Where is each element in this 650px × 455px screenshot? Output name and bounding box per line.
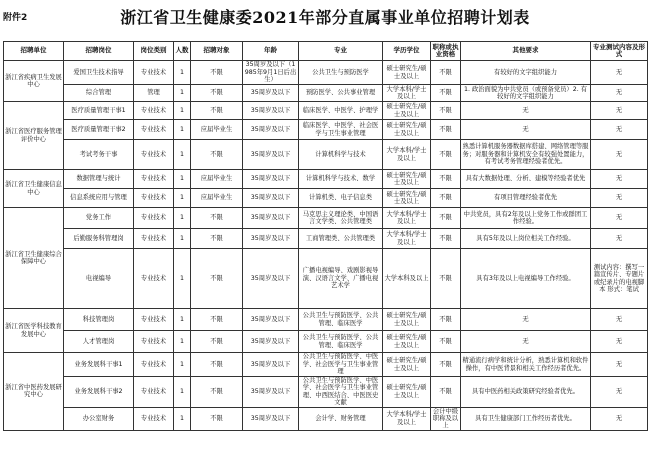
post-cell: 业务发展科干事2 [64,377,134,408]
header-cell: 专业测试内容及形式 [591,42,648,61]
major-cell: 工商管理类、公共管理类 [299,229,383,249]
header-cell: 学历学位 [383,42,431,61]
post-cell: 信息系统应用与管理 [64,189,134,208]
count-cell: 1 [174,61,191,85]
post-cell: 医疗质量管理干事2 [64,120,134,140]
title-cell: 不限 [431,140,461,170]
title-cell: 不限 [431,353,461,377]
target-cell: 不限 [191,229,243,249]
target-cell: 不限 [191,85,243,102]
header-cell: 其他要求 [461,42,591,61]
requirement-cell: 有项目管理经验者优先 [461,189,591,208]
attachment-label: 附件2 [3,13,28,23]
post-cell: 后勤服务科管理岗 [64,229,134,249]
category-cell: 专业技术 [134,102,174,120]
age-cell: 35周岁及以下 [243,309,299,331]
requirement-cell: 具有大数据处理、分析、建模等经验者优先 [461,170,591,189]
count-cell: 1 [174,249,191,309]
title-cell: 不限 [431,61,461,85]
header-cell: 招聘对象 [191,42,243,61]
table-row [4,189,648,208]
test-cell: 无 [591,377,648,408]
education-cell: 大学本科/学士及以上 [383,229,431,249]
education-cell: 硕士研究生/硕士及以上 [383,102,431,120]
category-cell: 专业技术 [134,407,174,430]
major-cell: 公共卫生与预防医学、公共管理、临床医学 [299,309,383,331]
test-cell: 测试内容：撰写一篇宣传片、专题片或纪录片的电视脚本 形式：笔试 [591,249,648,309]
age-cell: 35周岁及以下 [243,377,299,408]
target-cell: 不限 [191,208,243,229]
category-cell: 专业技术 [134,331,174,353]
test-cell: 无 [591,189,648,208]
requirement-cell: 1. 政治面貌为中共党员（或预备党员）2. 有较好的文字组织能力 [461,85,591,102]
target-cell: 不限 [191,61,243,85]
table-row [4,85,648,102]
major-cell: 计算机科学与技术、数学 [299,170,383,189]
count-cell: 1 [174,189,191,208]
requirement-cell: 无 [461,102,591,120]
target-cell: 不限 [191,249,243,309]
post-cell: 爱国卫生技术指导 [64,61,134,85]
age-cell: 35周岁及以下 [243,102,299,120]
target-cell: 应届毕业生 [191,189,243,208]
header-cell: 岗位类别 [134,42,174,61]
age-cell: 35周岁及以下 [243,208,299,229]
requirement-cell: 中共党员，具有2年及以上党务工作或群团工作经验。 [461,208,591,229]
category-cell: 专业技术 [134,229,174,249]
major-cell: 公共卫生与预防医学、中医学、社会医学与卫生事业管理、中西医结合、中医医史文献 [299,377,383,408]
target-cell: 不限 [191,331,243,353]
age-cell: 35周岁及以下 [243,120,299,140]
category-cell: 专业技术 [134,309,174,331]
category-cell: 专业技术 [134,353,174,377]
test-cell: 无 [591,331,648,353]
title-cell: 不限 [431,85,461,102]
count-cell: 1 [174,140,191,170]
unit-cell: 浙江省卫生健康信息中心 [4,170,64,208]
post-cell: 数据管理与统计 [64,170,134,189]
education-cell: 大学本科/学士及以上 [383,208,431,229]
education-cell: 硕士研究生/硕士及以上 [383,189,431,208]
education-cell: 硕士研究生/硕士及以上 [383,353,431,377]
header-cell: 招聘岗位 [64,42,134,61]
table-row [4,331,648,353]
recruitment-table [3,41,648,431]
header-row [4,42,648,61]
target-cell: 应届毕业生 [191,120,243,140]
age-cell: 35周岁及以下 [243,170,299,189]
post-cell: 科技管理岗 [64,309,134,331]
count-cell: 1 [174,331,191,353]
major-cell: 临床医学、中医学、社会医学与卫生事业管理 [299,120,383,140]
test-cell: 无 [591,120,648,140]
major-cell: 公共卫生与预防医学、中医学、社会医学与卫生事业管理 [299,353,383,377]
title-cell: 不限 [431,309,461,331]
major-cell: 预防医学、公共事业管理 [299,85,383,102]
table-row [4,249,648,309]
category-cell: 管理 [134,85,174,102]
education-cell: 硕士研究生/硕士及以上 [383,170,431,189]
header-cell: 招聘单位 [4,42,64,61]
major-cell: 广播电视编导、戏剧影视导演、汉语言文学、广播电视艺术学 [299,249,383,309]
title-cell: 不限 [431,331,461,353]
requirement-cell: 无 [461,120,591,140]
education-cell: 大学本科/学士及以上 [383,407,431,430]
post-cell: 人才管理岗 [64,331,134,353]
title-cell: 不限 [431,208,461,229]
requirement-cell: 具有5年及以上岗位相关工作经验。 [461,229,591,249]
age-cell: 35周岁及以下 [243,407,299,430]
test-cell: 无 [591,309,648,331]
header-cell: 人数 [174,42,191,61]
count-cell: 1 [174,170,191,189]
unit-cell: 浙江省疾病卫生发展中心 [4,61,64,102]
header-cell: 专业 [299,42,383,61]
category-cell: 专业技术 [134,170,174,189]
major-cell: 会计学、财务管理 [299,407,383,430]
header-cell: 年龄 [243,42,299,61]
age-cell: 35周岁及以下 [243,85,299,102]
requirement-cell: 有较好的文字组织能力 [461,61,591,85]
title-cell: 不限 [431,102,461,120]
test-cell: 无 [591,102,648,120]
table-row [4,170,648,189]
education-cell: 硕士研究生/硕士及以上 [383,120,431,140]
requirement-cell: 熟悉计算机服务器数据库搭建、网络管理等服务；对服务器和计算机安全有较强处置能力，有考试考务管理经验者优先。 [461,140,591,170]
target-cell: 不限 [191,102,243,120]
category-cell: 专业技术 [134,189,174,208]
count-cell: 1 [174,120,191,140]
education-cell: 硕士研究生/硕士及以上 [383,377,431,408]
title-cell: 不限 [431,229,461,249]
category-cell: 专业技术 [134,120,174,140]
major-cell: 马克思主义理论类、中国语言文学类、公共管理类 [299,208,383,229]
post-cell: 考试考务干事 [64,140,134,170]
target-cell: 不限 [191,407,243,430]
category-cell: 专业技术 [134,61,174,85]
count-cell: 1 [174,229,191,249]
age-cell: 35周岁及以下 [243,353,299,377]
education-cell: 大学本科及以上 [383,249,431,309]
test-cell: 无 [591,85,648,102]
post-cell: 电视编导 [64,249,134,309]
post-cell: 综合管理 [64,85,134,102]
table-row [4,229,648,249]
table-row [4,102,648,120]
age-cell: 35周岁及以下（1985年9月1日后出生） [243,61,299,85]
table-row [4,377,648,408]
title-cell: 会计中级职称及以上 [431,407,461,430]
major-cell: 公共卫生与预防医学、公共管理、临床医学 [299,331,383,353]
category-cell: 专业技术 [134,249,174,309]
unit-cell: 浙江省医疗服务管理评价中心 [4,102,64,170]
requirement-cell: 无 [461,331,591,353]
table-row [4,407,648,430]
major-cell: 计算机类、电子信息类 [299,189,383,208]
major-cell: 计算机科学与技术 [299,140,383,170]
count-cell: 1 [174,377,191,408]
table-row [4,353,648,377]
test-cell: 无 [591,208,648,229]
table-row [4,120,648,140]
unit-cell: 浙江省卫生健康综合保障中心 [4,208,64,309]
unit-cell: 浙江省医学科技教育发展中心 [4,309,64,353]
age-cell: 35周岁及以下 [243,140,299,170]
requirement-cell: 具有卫生健康部门工作经历者优先。 [461,407,591,430]
category-cell: 专业技术 [134,208,174,229]
page-title: 浙江省卫生健康委2021年部分直属事业单位招聘计划表 [120,8,530,27]
age-cell: 35周岁及以下 [243,189,299,208]
major-cell: 临床医学、中医学、护理学 [299,102,383,120]
target-cell: 应届毕业生 [191,170,243,189]
count-cell: 1 [174,353,191,377]
test-cell: 无 [591,229,648,249]
post-cell: 医疗质量管理干事1 [64,102,134,120]
table-row [4,61,648,85]
education-cell: 硕士研究生/硕士及以上 [383,309,431,331]
title-cell: 不限 [431,249,461,309]
requirement-cell: 无 [461,309,591,331]
age-cell: 35周岁及以下 [243,249,299,309]
education-cell: 大学本科/学士及以上 [383,85,431,102]
table-row [4,208,648,229]
count-cell: 1 [174,407,191,430]
title-cell: 不限 [431,170,461,189]
test-cell: 无 [591,61,648,85]
target-cell: 不限 [191,140,243,170]
requirement-cell: 具有3年及以上电视编导工作经验。 [461,249,591,309]
post-cell: 业务发展科干事1 [64,353,134,377]
category-cell: 专业技术 [134,140,174,170]
age-cell: 35周岁及以下 [243,229,299,249]
count-cell: 1 [174,102,191,120]
test-cell: 无 [591,407,648,430]
category-cell: 专业技术 [134,377,174,408]
count-cell: 1 [174,208,191,229]
education-cell: 大学本科/学士及以上 [383,140,431,170]
title-cell: 不限 [431,377,461,408]
test-cell: 无 [591,353,648,377]
education-cell: 硕士研究生/硕士及以上 [383,331,431,353]
test-cell: 无 [591,140,648,170]
post-cell: 办公室财务 [64,407,134,430]
table-row [4,140,648,170]
post-cell: 党务工作 [64,208,134,229]
major-cell: 公共卫生与预防医学 [299,61,383,85]
title-cell: 不限 [431,189,461,208]
table-row [4,309,648,331]
education-cell: 硕士研究生/硕士及以上 [383,61,431,85]
count-cell: 1 [174,85,191,102]
header-cell: 职称或执业资格 [431,42,461,61]
target-cell: 不限 [191,353,243,377]
requirement-cell: 具有中医药相关政策研究经验者优先。 [461,377,591,408]
target-cell: 不限 [191,309,243,331]
test-cell: 无 [591,170,648,189]
count-cell: 1 [174,309,191,331]
unit-cell: 浙江省中医药发展研究中心 [4,353,64,431]
requirement-cell: 精通流行病学和统计分析，熟悉计算机和软件操作，有中医背景和相关工作经历者优先。 [461,353,591,377]
title-cell: 不限 [431,120,461,140]
age-cell: 35周岁及以下 [243,331,299,353]
target-cell: 不限 [191,377,243,408]
